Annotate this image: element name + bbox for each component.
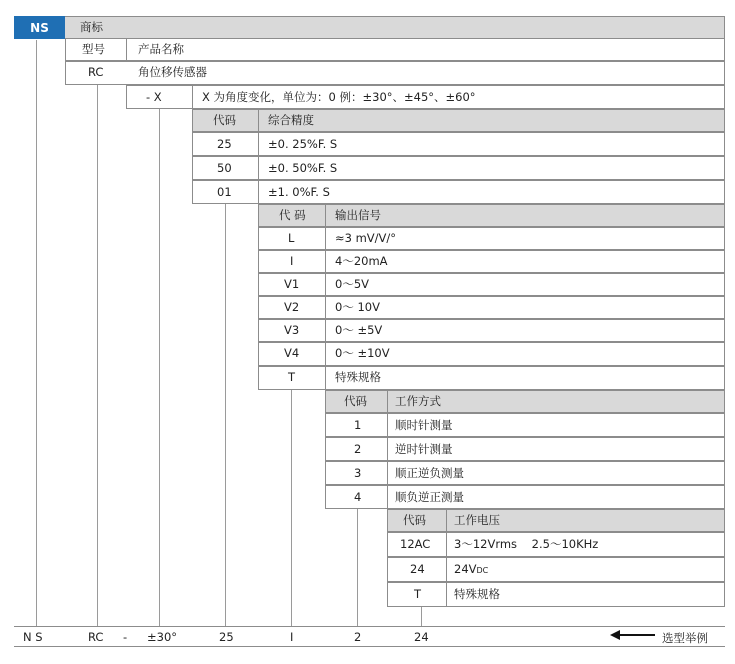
cell-divider [387, 390, 388, 509]
output-code: V4 [284, 346, 300, 360]
output-label: 4～20mA [335, 254, 388, 268]
mode-row [325, 413, 725, 437]
mode-header-code: 代码 [344, 394, 367, 408]
mode-label: 顺时针测量 [395, 418, 453, 432]
voltage-code: T [414, 587, 422, 601]
output-code: V2 [284, 300, 300, 314]
voltage-header-code: 代码 [403, 513, 426, 527]
example-ns: N S [23, 630, 43, 644]
mode-code: 1 [354, 418, 362, 432]
header-row [14, 16, 725, 39]
accuracy-label: ±1. 0%F. S [268, 185, 330, 199]
output-label: 0～ ±10V [335, 346, 390, 360]
output-row [258, 342, 725, 366]
output-code: I [290, 254, 294, 268]
voltage-label [454, 564, 488, 576]
brand-label: 商标 [80, 20, 103, 34]
example-rc: RC [88, 630, 104, 644]
brand-code: NS [30, 20, 49, 35]
mode-header-row [325, 390, 725, 413]
accuracy-code: 25 [217, 137, 232, 151]
output-header-code: 代 码 [279, 208, 306, 222]
voltage-code: 24 [410, 562, 425, 576]
cell-divider [446, 509, 447, 607]
output-code: V1 [284, 277, 300, 291]
cell-divider [192, 85, 193, 109]
connector-line [225, 203, 226, 626]
output-row [258, 366, 725, 390]
voltage-label: 特殊规格 [454, 587, 500, 601]
output-code: L [288, 231, 295, 245]
cell-divider [258, 109, 259, 204]
voltage-label: 3～12Vrms 2.5～10KHz [454, 537, 599, 551]
example-top-line [14, 626, 725, 627]
example-angle: ±30° [147, 630, 178, 644]
accuracy-header-label: 综合精度 [268, 113, 314, 127]
accuracy-code: 50 [217, 161, 232, 175]
voltage-header-label: 工作电压 [454, 513, 500, 527]
output-row [258, 250, 725, 273]
example-caption: 选型举例 [662, 631, 708, 645]
connector-line [291, 389, 292, 626]
voltage-subscript: DC [476, 566, 489, 575]
range-code: - X [146, 90, 162, 104]
connector-line [357, 508, 358, 626]
accuracy-header-code: 代码 [213, 113, 236, 127]
connector-line [36, 40, 37, 626]
range-label: X 为角度变化，单位为：0 例：±30°、±45°、±60° [202, 90, 476, 104]
example-bottom-line [14, 646, 725, 647]
accuracy-label: ±0. 25%F. S [268, 137, 338, 151]
output-label: 特殊规格 [335, 370, 381, 384]
connector-line [97, 85, 98, 626]
model-code: 型号 [82, 42, 105, 56]
voltage-row [387, 557, 725, 582]
output-row [258, 273, 725, 296]
example-mode: 2 [354, 630, 362, 644]
product-code: RC [88, 65, 104, 79]
voltage-row [387, 582, 725, 607]
mode-code: 2 [354, 442, 362, 456]
arrow-left-icon [610, 629, 655, 641]
voltage-value: 24V [454, 562, 477, 576]
cell-divider [325, 204, 326, 390]
output-label: 0～ ±5V [335, 323, 383, 337]
mode-row [325, 461, 725, 485]
mode-label: 逆时针测量 [395, 442, 453, 456]
output-code: V3 [284, 323, 300, 337]
output-header-label: 输出信号 [335, 208, 381, 222]
mode-code: 4 [354, 490, 362, 504]
mode-label: 顺负逆正测量 [395, 490, 464, 504]
connector-line [421, 606, 422, 626]
voltage-code: 12AC [400, 537, 431, 551]
output-row [258, 319, 725, 342]
mode-row [325, 437, 725, 461]
mode-header-label: 工作方式 [395, 394, 441, 408]
model-label: 产品名称 [138, 42, 184, 56]
output-row [258, 227, 725, 250]
output-header-row [258, 204, 725, 227]
example-output: I [290, 630, 294, 644]
example-voltage: 24 [414, 630, 429, 644]
mode-label: 顺正逆负测量 [395, 466, 464, 480]
accuracy-label: ±0. 50%F. S [268, 161, 338, 175]
output-row [258, 296, 725, 319]
example-dash: - [123, 630, 128, 644]
output-label: ≈3 mV/V/° [335, 231, 397, 245]
example-accuracy: 25 [219, 630, 234, 644]
accuracy-code: 01 [217, 185, 232, 199]
output-code: T [288, 370, 296, 384]
output-label: 0～ 10V [335, 300, 380, 314]
connector-line [159, 108, 160, 626]
voltage-header-row [387, 509, 725, 532]
mode-code: 3 [354, 466, 362, 480]
mode-row [325, 485, 725, 509]
output-label: 0～5V [335, 277, 370, 291]
brand-code-box [14, 16, 65, 39]
product-label: 角位移传感器 [138, 65, 207, 79]
